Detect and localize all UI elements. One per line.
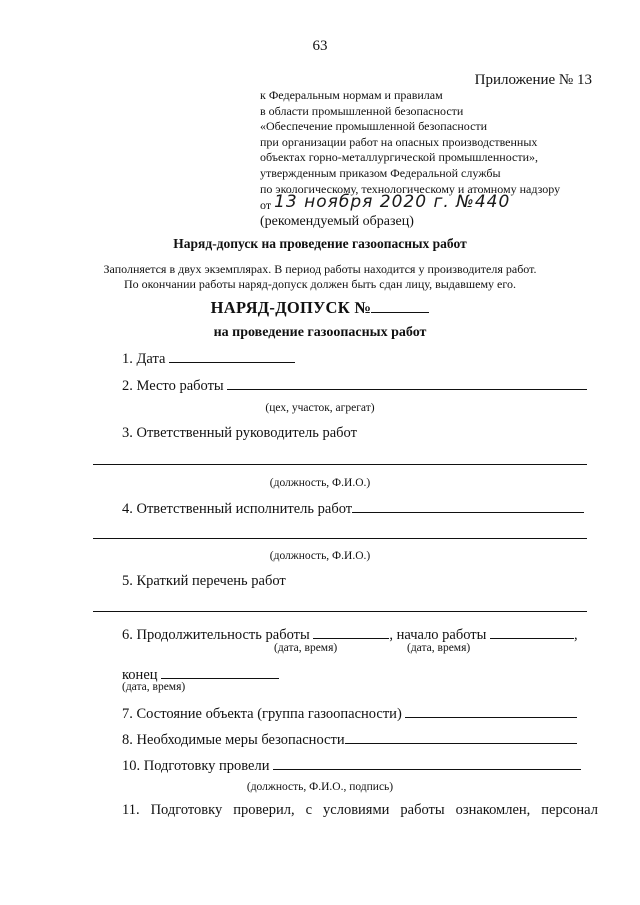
object-state-field[interactable] — [405, 703, 577, 718]
approval-date-line — [260, 192, 560, 214]
handwritten-date: 13 ноября 2020 г. №440 — [274, 192, 511, 213]
date-field[interactable] — [169, 348, 295, 363]
date-prefix: от — [260, 198, 272, 213]
document-heading: Наряд-допуск на проведение газоопасных работ — [173, 236, 467, 251]
safety-label: 8. Необходимые меры безопасности — [122, 732, 345, 748]
object-state-label: 7. Состояние объекта (группа газоопасности) — [122, 706, 402, 722]
end-caption: (дата, время) — [122, 681, 186, 693]
place-label: 2. Место работы — [122, 378, 224, 394]
approval-line: к Федеральным нормам и правилам — [260, 88, 443, 102]
executor-label: 4. Ответственный исполнитель работ — [122, 501, 353, 517]
work-list-label: 5. Краткий перечень работ — [122, 573, 286, 589]
sample-note: (рекомендуемый образец) — [260, 213, 414, 229]
end-field[interactable] — [161, 664, 279, 679]
object-state-row — [122, 703, 577, 723]
start-comma: , — [574, 627, 578, 643]
date-row — [122, 348, 295, 368]
duration-label: 6. Продолжительность работы — [122, 627, 310, 643]
start-label: , начало работы — [389, 627, 487, 643]
form-number-field[interactable] — [371, 298, 429, 313]
approval-line: объектах горно-металлургической промышленности», — [260, 150, 538, 165]
appendix-label: Приложение № 13 — [474, 72, 592, 88]
start-field[interactable] — [490, 624, 574, 639]
approval-block — [260, 88, 560, 229]
instruction-note — [0, 262, 640, 292]
duration-row — [122, 624, 578, 644]
date-label: 1. Дата — [122, 351, 166, 367]
place-caption: (цех, участок, агрегат) — [265, 402, 375, 414]
manager-label: 3. Ответственный руководитель работ — [122, 425, 357, 441]
instruction-line: Заполняется в двух экземплярах. В период работы находится у производителя работ. — [103, 262, 537, 276]
prepared-caption: (должность, Ф.И.О., подпись) — [246, 781, 394, 793]
page-number: 63 — [312, 38, 328, 54]
approval-line: «Обеспечение промышленной безопасности — [260, 119, 488, 134]
start-caption: (дата, время) — [407, 642, 471, 654]
work-list-field[interactable] — [93, 611, 587, 612]
place-field[interactable] — [227, 375, 587, 390]
approval-line: по экологическому, технологическому и атомному надзору — [260, 181, 561, 196]
safety-field[interactable] — [345, 729, 577, 744]
approval-line: в области промышленной безопасности — [260, 103, 464, 118]
form-title-text: НАРЯД-ДОПУСК № — [210, 298, 372, 317]
duration-field[interactable] — [313, 624, 389, 639]
form-title — [0, 298, 640, 318]
instruction-line: По окончании работы наряд-допуск должен быть сдан лицу, выдавшему его. — [123, 277, 516, 291]
prepared-field[interactable] — [273, 755, 581, 770]
end-label: конец — [122, 667, 158, 683]
checked-label: 11. Подготовку проверил, с условиями работы ознакомлен, персонал — [122, 802, 598, 818]
manager-caption: (должность, Ф.И.О.) — [269, 477, 371, 489]
manager-field[interactable] — [93, 464, 587, 465]
executor-row — [122, 498, 584, 518]
approval-line: при организации работ на опасных производственных — [260, 134, 538, 149]
executor-field-line2[interactable] — [93, 538, 587, 539]
prepared-label: 10. Подготовку провели — [122, 758, 270, 774]
safety-row — [122, 729, 577, 749]
executor-field[interactable] — [352, 498, 584, 513]
duration-caption: (дата, время) — [274, 642, 338, 654]
executor-caption: (должность, Ф.И.О.) — [269, 550, 371, 562]
approval-line: утвержденным приказом Федеральной службы — [260, 165, 501, 180]
form-subtitle: на проведение газоопасных работ — [213, 325, 427, 340]
prepared-row — [122, 755, 581, 775]
place-row — [122, 375, 587, 395]
